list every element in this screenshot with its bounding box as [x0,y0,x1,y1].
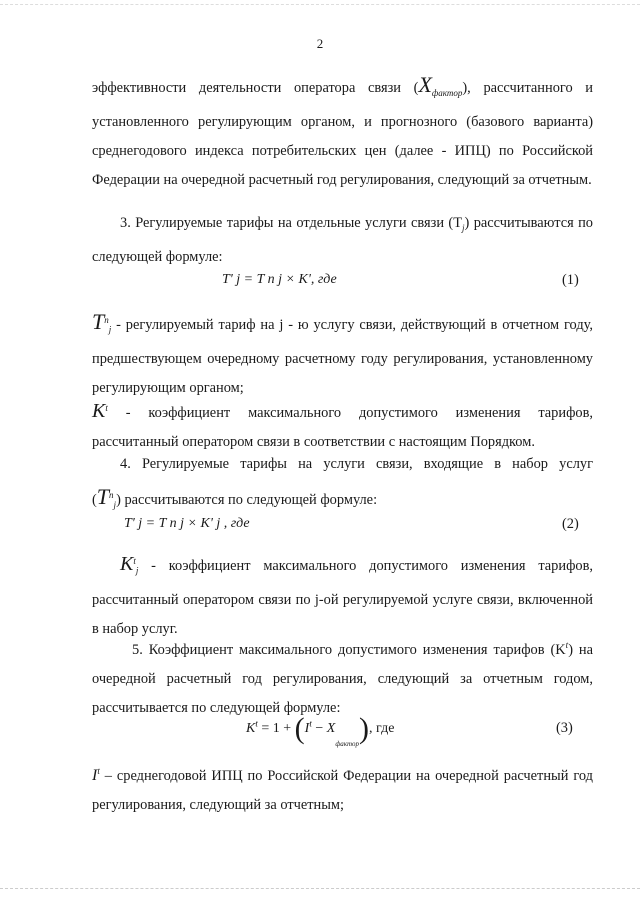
p3-subscript: j [462,222,465,233]
formula-3: $K^t = 1 + (I^t - X_{фактор})$, где [246,712,395,749]
p3-text-b: ) рассчитываются по следующей формуле: [92,215,593,265]
formula-1-text: T' j = T n j × K', где [222,272,337,287]
x-factor-symbol: X [418,72,432,97]
kj-sub: j [135,565,139,576]
p4-tn-sup: n [109,490,114,501]
p1-text-a: эффективности деятельности оператора связи ( [92,80,419,96]
paragraph-5 [92,631,593,723]
p5-text-a: 5. Коэффициент максимального допустимого изменения тарифов (K [132,641,566,658]
formula-2-text: T' j = T n j × K' j , где [124,516,250,531]
definition-tn [92,306,593,403]
paragraph-1 [92,70,593,195]
kj-symbol: K [120,552,134,575]
formula-3-number: (3) [556,720,573,736]
x-factor-subscript: фактор [431,87,463,98]
i-text: – среднегодовой ИПЦ по Российской Федерации на очередной расчетный год регулирования, следующий за отчетным; [92,767,593,813]
tn-symbol: T [92,308,105,334]
p5-sup: t [565,640,569,650]
p4-text-b: ) рассчитываются по следующей формуле: [116,492,378,508]
scan-edge-top [0,4,640,6]
definition-k [92,394,593,457]
paragraph-4 [92,450,593,479]
formula-1 [222,272,337,288]
p4-tn-sub: j [113,499,117,510]
formula-2-number: (2) [562,516,579,532]
kj-text: - коэффициент максимального допустимого изменения тарифов, рассчитанный оператором связи по j-ой регулируемой услуге связи, включенной в набор услуг. [92,557,593,637]
p1-text-b: ), рассчитанного и [462,80,593,96]
p1-rest: установленного регулирующим органом, и прогнозного (базового варианта) среднегодового индекса потребительских цен (далее - ИПЦ) по Российской Федерации на очередной расчетный год регулирования, следующий за отчетным. [92,113,593,188]
k-sup: t [105,403,108,413]
p4-text-a: 4. Регулируемые тарифы на услуги связи, входящие в набор услуг [120,456,593,472]
tn-sup: n [104,315,109,325]
scan-edge-bottom [0,888,640,890]
kj-sup: t [133,556,136,566]
p4-line-2: $(T^n_j)$ рассчитываются по следующей формуле: [92,484,378,510]
i-symbol: I [92,766,98,784]
k-symbol: K [92,399,106,422]
formula-2 [124,516,250,532]
i-sup: t [97,766,100,776]
tn-text: - регулируемый тариф на j - ю услугу связи, действующий в отчетном году, предшествующем очередному расчетному году регулирования, установленному регулирующим органом; [92,316,593,396]
formula-3-subscript: фактор [335,740,360,749]
k-text: - коэффициент максимального допустимого изменения тарифов, рассчитанный оператором связи в соответствии с настоящим Порядком. [92,404,593,450]
paragraph-3 [92,209,593,272]
page-number: 2 [316,36,324,51]
definition-i [92,757,593,820]
formula-1-number: (1) [562,272,579,288]
definition-kj [92,547,593,644]
p5-text-b: ) на очередной расчетный год регулирования, следующий за отчетным годом, рассчитывается по следующей формуле: [92,641,594,716]
p4-tn-symbol: T [96,484,110,509]
p3-text-a: 3. Регулируемые тарифы на отдельные услуги связи (T [120,215,462,231]
formula-3-tail: , где [369,721,395,737]
tn-sub: j [108,324,112,335]
